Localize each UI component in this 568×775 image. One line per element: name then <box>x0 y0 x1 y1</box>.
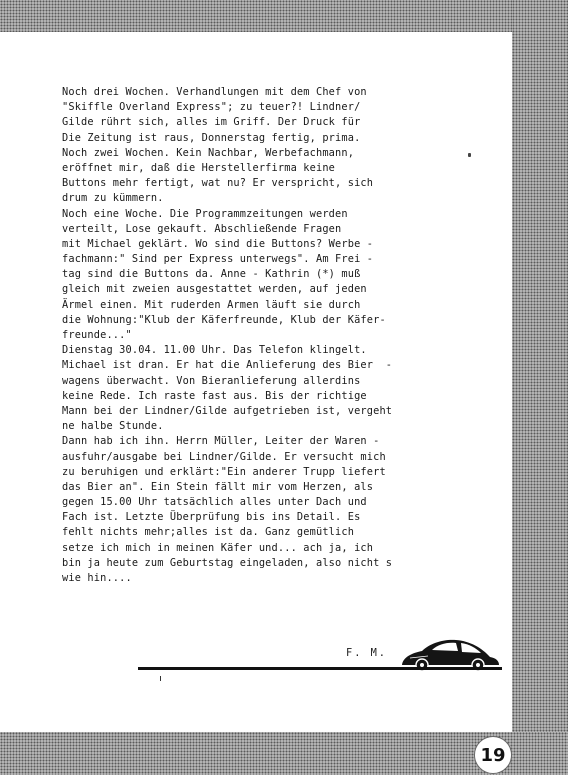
text-line: keine Rede. Ich raste fast aus. Bis der richtige <box>62 389 367 402</box>
text-line: die Wohnung:"Klub der Käferfreunde, Klub der Käfer- <box>62 313 386 326</box>
text-line: drum zu kümmern. <box>62 192 164 205</box>
text-line: Mann bei der Lindner/Gilde aufgetrieben ist, vergeht <box>62 404 393 417</box>
print-speck <box>468 153 471 157</box>
text-line: tag sind die Buttons da. Anne - Kathrin (*) muß <box>62 268 361 281</box>
text-line: das Bier an". Ein Stein fällt mir vom Herzen, als <box>62 480 374 493</box>
text-line: Die Zeitung ist raus, Donnerstag fertig, prima. <box>62 131 361 144</box>
text-line: "Skiffle Overland Express"; zu teuer?! Lindner/ <box>62 101 361 114</box>
text-line: verteilt, Lose gekauft. Abschließende Fragen <box>62 222 342 235</box>
text-line: ausfuhr/ausgabe bei Lindner/Gilde. Er versucht mich <box>62 450 386 463</box>
text-line: freunde..." <box>62 329 132 341</box>
footer-rule <box>138 667 502 670</box>
text-line: ne halbe Stunde. <box>62 420 164 433</box>
text-line: Noch drei Wochen. Verhandlungen mit dem Chef von <box>62 86 367 98</box>
text-line: Noch eine Woche. Die Programmzeitungen werden <box>62 207 348 220</box>
page-number-badge: 19 <box>474 736 512 774</box>
text-line: mit Michael geklärt. Wo sind die Buttons? Werbe - <box>62 237 374 250</box>
text-line: wie hin.... <box>62 572 132 584</box>
text-line: Fach ist. Letzte Überprüfung bis ins Detail. Es <box>62 511 361 524</box>
text-line: setze ich mich in meinen Käfer und... ach ja, ich <box>62 541 374 554</box>
text-line: bin ja heute zum Geburtstag eingeladen, also nicht s <box>62 556 393 569</box>
text-line: eröffnet mir, daß die Herstellerfirma keine <box>62 161 336 174</box>
halftone-border-top <box>0 0 568 32</box>
text-line: gleich mit zweien ausgestattet werden, auf jeden <box>62 283 367 296</box>
article-text <box>62 85 412 586</box>
text-line: Dienstag 30.04. 11.00 Uhr. Das Telefon klingelt. <box>62 344 367 357</box>
text-line: zu beruhigen und erklärt:"Ein anderer Trupp liefert <box>62 465 386 478</box>
text-line: fachmann:" Sind per Express unterwegs". Am Frei - <box>62 253 374 266</box>
text-line: fehlt nichts mehr;alles ist da. Ganz gemütlich <box>62 526 355 539</box>
print-mark <box>160 676 161 681</box>
text-line: Noch zwei Wochen. Kein Nachbar, Werbefachmann, <box>62 146 355 159</box>
text-line: Dann hab ich ihn. Herrn Müller, Leiter der Waren - <box>62 435 380 448</box>
halftone-border-right <box>512 0 568 775</box>
text-line: wagens überwacht. Von Bieranlieferung allerdins <box>62 374 361 387</box>
text-line: Gilde rührt sich, alles im Griff. Der Druck für <box>62 116 361 129</box>
text-line: Michael ist dran. Er hat die Anlieferung des Bier - <box>62 359 393 372</box>
author-signature: F. M. <box>346 647 387 659</box>
text-line: Ärmel einen. Mit ruderden Armen läuft sie durch <box>62 298 361 311</box>
text-line: gegen 15.00 Uhr tatsächlich alles unter Dach und <box>62 496 367 509</box>
text-line: Buttons mehr fertigt, wat nu? Er verspricht, sich <box>62 177 374 190</box>
